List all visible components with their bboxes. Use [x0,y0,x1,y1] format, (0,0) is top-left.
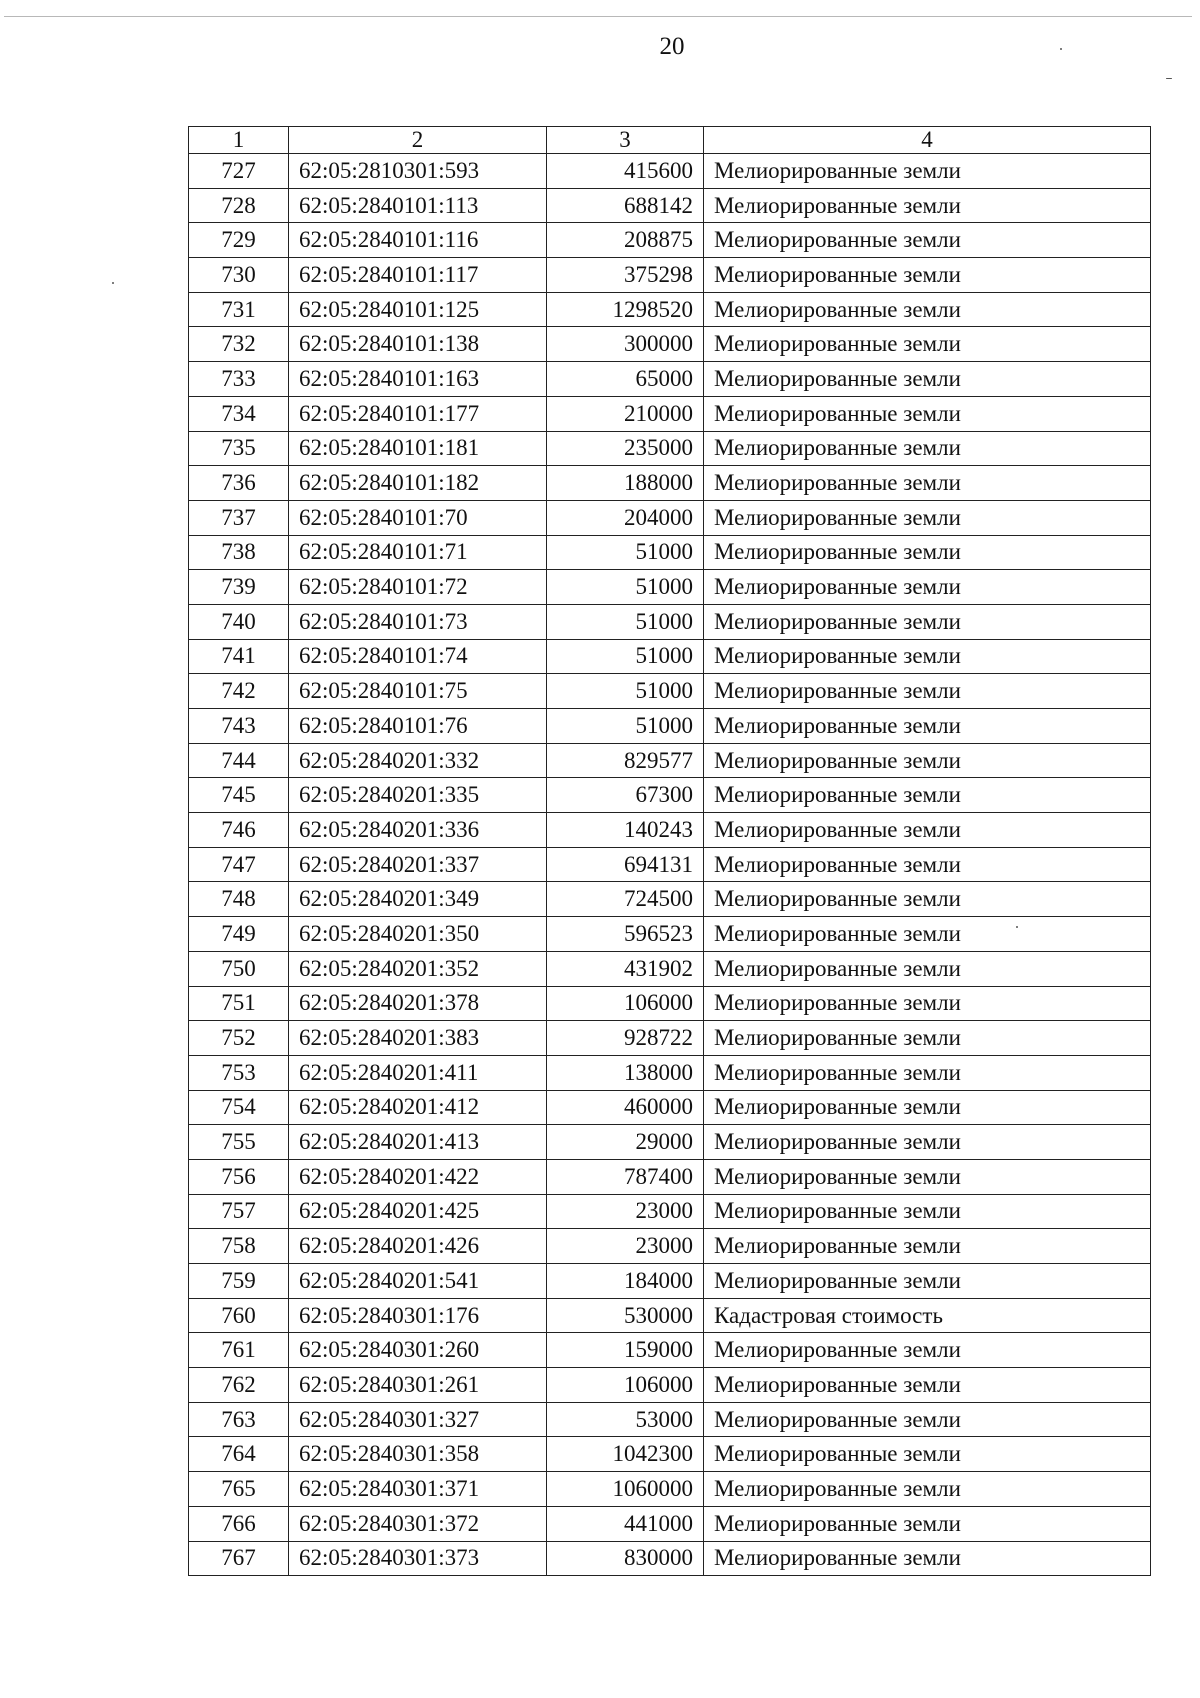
cadastral-number: 62:05:2840301:176 [289,1298,547,1333]
cadastral-number: 62:05:2840201:335 [289,778,547,813]
table-row [189,1159,1151,1194]
cadastral-value: 1298520 [547,292,704,327]
cadastral-number: 62:05:2840101:73 [289,604,547,639]
land-category: Мелиорированные земли [704,1402,1151,1437]
cadastral-number: 62:05:2840101:76 [289,709,547,744]
table-row [189,396,1151,431]
row-number: 728 [189,188,289,223]
cadastral-number: 62:05:2840101:117 [289,258,547,293]
land-category: Мелиорированные земли [704,639,1151,674]
table-row [189,1021,1151,1056]
column-header: 1 [189,127,289,154]
cadastral-value: 1060000 [547,1472,704,1507]
land-category: Мелиорированные земли [704,1333,1151,1368]
cadastral-number: 62:05:2840101:113 [289,188,547,223]
cadastral-value: 694131 [547,847,704,882]
land-category: Мелиорированные земли [704,917,1151,952]
table-row [189,847,1151,882]
cadastral-value: 460000 [547,1090,704,1125]
land-category: Мелиорированные земли [704,604,1151,639]
cadastral-value: 431902 [547,951,704,986]
cadastral-number: 62:05:2840201:411 [289,1055,547,1090]
cadastral-value: 208875 [547,223,704,258]
table-row [189,674,1151,709]
row-number: 758 [189,1229,289,1264]
table-row [189,639,1151,674]
table-row [189,292,1151,327]
cadastral-value: 724500 [547,882,704,917]
table-row [189,223,1151,258]
cadastral-number: 62:05:2840201:332 [289,743,547,778]
cadastral-value: 23000 [547,1229,704,1264]
table-row [189,1437,1151,1472]
land-category: Мелиорированные земли [704,1194,1151,1229]
cadastral-value: 235000 [547,431,704,466]
cadastral-number: 62:05:2840201:349 [289,882,547,917]
row-number: 763 [189,1402,289,1437]
cadastral-number: 62:05:2840101:116 [289,223,547,258]
row-number: 755 [189,1125,289,1160]
cadastral-number: 62:05:2840101:138 [289,327,547,362]
cadastral-number: 62:05:2840201:412 [289,1090,547,1125]
table-row [189,1229,1151,1264]
cadastral-number: 62:05:2840301:371 [289,1472,547,1507]
cadastral-value: 184000 [547,1264,704,1299]
cadastral-number: 62:05:2840201:336 [289,813,547,848]
row-number: 757 [189,1194,289,1229]
row-number: 748 [189,882,289,917]
row-number: 761 [189,1333,289,1368]
table-row [189,1125,1151,1160]
table-row [189,1402,1151,1437]
table-row [189,500,1151,535]
cadastral-value: 106000 [547,1368,704,1403]
row-number: 756 [189,1159,289,1194]
table-row [189,570,1151,605]
cadastral-number: 62:05:2840301:372 [289,1506,547,1541]
land-category: Мелиорированные земли [704,431,1151,466]
land-category: Мелиорированные земли [704,743,1151,778]
row-number: 762 [189,1368,289,1403]
row-number: 738 [189,535,289,570]
cadastral-value: 53000 [547,1402,704,1437]
page-number: 20 [659,33,685,60]
land-category: Мелиорированные земли [704,1159,1151,1194]
cadastral-number: 62:05:2840101:75 [289,674,547,709]
table-row [189,1541,1151,1576]
cadastral-number: 62:05:2840101:182 [289,466,547,501]
table-row [189,1264,1151,1299]
row-number: 747 [189,847,289,882]
land-category: Мелиорированные земли [704,1229,1151,1264]
cadastral-value: 441000 [547,1506,704,1541]
cadastral-number: 62:05:2840301:373 [289,1541,547,1576]
cadastral-value: 51000 [547,535,704,570]
row-number: 734 [189,396,289,431]
cadastral-value: 106000 [547,986,704,1021]
land-category: Мелиорированные земли [704,1541,1151,1576]
row-number: 753 [189,1055,289,1090]
cadastral-number: 62:05:2840201:426 [289,1229,547,1264]
table-row [189,362,1151,397]
table-row [189,154,1151,189]
row-number: 737 [189,500,289,535]
cadastral-value: 188000 [547,466,704,501]
land-category: Мелиорированные земли [704,500,1151,535]
row-number: 744 [189,743,289,778]
row-number: 741 [189,639,289,674]
table-row [189,986,1151,1021]
cadastral-value: 530000 [547,1298,704,1333]
cadastral-value: 375298 [547,258,704,293]
scan-speck [1060,48,1062,50]
land-category: Мелиорированные земли [704,951,1151,986]
land-category: Мелиорированные земли [704,362,1151,397]
land-category: Мелиорированные земли [704,223,1151,258]
table-row [189,1055,1151,1090]
cadastral-value: 688142 [547,188,704,223]
cadastral-value: 415600 [547,154,704,189]
land-category: Мелиорированные земли [704,813,1151,848]
land-category: Мелиорированные земли [704,535,1151,570]
cadastral-value: 51000 [547,639,704,674]
cadastral-number: 62:05:2840201:350 [289,917,547,952]
cadastral-number: 62:05:2810301:593 [289,154,547,189]
table-row [189,813,1151,848]
cadastral-number: 62:05:2840301:261 [289,1368,547,1403]
cadastral-value: 138000 [547,1055,704,1090]
table-row [189,709,1151,744]
scan-speck [112,282,114,284]
cadastral-value: 829577 [547,743,704,778]
table-row [189,466,1151,501]
land-category: Кадастровая стоимость [704,1298,1151,1333]
cadastral-value: 51000 [547,604,704,639]
cadastral-number: 62:05:2840101:125 [289,292,547,327]
column-header: 4 [704,127,1151,154]
cadastral-value: 204000 [547,500,704,535]
land-category: Мелиорированные земли [704,882,1151,917]
cadastral-value: 29000 [547,1125,704,1160]
cadastral-value: 596523 [547,917,704,952]
row-number: 743 [189,709,289,744]
cadastral-number: 62:05:2840201:352 [289,951,547,986]
row-number: 729 [189,223,289,258]
cadastral-number: 62:05:2840101:70 [289,500,547,535]
table-row [189,327,1151,362]
cadastral-number: 62:05:2840201:541 [289,1264,547,1299]
table-row [189,1090,1151,1125]
table-body [189,154,1151,1576]
land-category: Мелиорированные земли [704,1125,1151,1160]
cadastral-value: 159000 [547,1333,704,1368]
table-row [189,917,1151,952]
table-row [189,535,1151,570]
row-number: 727 [189,154,289,189]
land-category: Мелиорированные земли [704,1090,1151,1125]
table-row [189,1333,1151,1368]
cadastral-number: 62:05:2840101:71 [289,535,547,570]
land-category: Мелиорированные земли [704,258,1151,293]
land-category: Мелиорированные земли [704,778,1151,813]
cadastral-value: 51000 [547,709,704,744]
table-row [189,604,1151,639]
row-number: 733 [189,362,289,397]
table-row [189,431,1151,466]
cadastral-value: 787400 [547,1159,704,1194]
land-category: Мелиорированные земли [704,1506,1151,1541]
land-category: Мелиорированные земли [704,327,1151,362]
row-number: 751 [189,986,289,1021]
cadastral-value: 65000 [547,362,704,397]
cadastral-number: 62:05:2840201:383 [289,1021,547,1056]
table-row [189,882,1151,917]
cadastral-number: 62:05:2840101:181 [289,431,547,466]
cadastral-value: 928722 [547,1021,704,1056]
cadastral-number: 62:05:2840201:425 [289,1194,547,1229]
row-number: 754 [189,1090,289,1125]
cadastral-value: 1042300 [547,1437,704,1472]
land-category: Мелиорированные земли [704,570,1151,605]
cadastral-value: 140243 [547,813,704,848]
scan-top-edge-line [4,16,1192,17]
cadastral-value: 23000 [547,1194,704,1229]
row-number: 760 [189,1298,289,1333]
cadastral-value: 830000 [547,1541,704,1576]
column-header: 2 [289,127,547,154]
row-number: 749 [189,917,289,952]
land-category: Мелиорированные земли [704,466,1151,501]
row-number: 759 [189,1264,289,1299]
land-category: Мелиорированные земли [704,986,1151,1021]
land-category: Мелиорированные земли [704,396,1151,431]
cadastral-number: 62:05:2840301:358 [289,1437,547,1472]
cadastral-value: 67300 [547,778,704,813]
table-row [189,188,1151,223]
cadastral-number: 62:05:2840201:337 [289,847,547,882]
land-category: Мелиорированные земли [704,154,1151,189]
table-row [189,1472,1151,1507]
land-category: Мелиорированные земли [704,1437,1151,1472]
row-number: 746 [189,813,289,848]
table-row [189,743,1151,778]
land-category: Мелиорированные земли [704,847,1151,882]
table-row [189,258,1151,293]
land-category: Мелиорированные земли [704,674,1151,709]
table-row [189,1368,1151,1403]
column-header: 3 [547,127,704,154]
row-number: 731 [189,292,289,327]
cadastral-number: 62:05:2840101:163 [289,362,547,397]
cadastral-value: 51000 [547,570,704,605]
table-row [189,778,1151,813]
land-category: Мелиорированные земли [704,1472,1151,1507]
row-number: 742 [189,674,289,709]
land-category: Мелиорированные земли [704,1021,1151,1056]
row-number: 750 [189,951,289,986]
row-number: 732 [189,327,289,362]
cadastral-number: 62:05:2840201:422 [289,1159,547,1194]
land-category: Мелиорированные земли [704,292,1151,327]
land-category: Мелиорированные земли [704,1264,1151,1299]
row-number: 764 [189,1437,289,1472]
land-category: Мелиорированные земли [704,188,1151,223]
row-number: 767 [189,1541,289,1576]
cadastral-number: 62:05:2840301:327 [289,1402,547,1437]
cadastral-value: 51000 [547,674,704,709]
row-number: 730 [189,258,289,293]
row-number: 739 [189,570,289,605]
table-row [189,1194,1151,1229]
table-header-row [189,127,1151,154]
cadastral-number: 62:05:2840101:74 [289,639,547,674]
row-number: 752 [189,1021,289,1056]
cadastral-number: 62:05:2840201:378 [289,986,547,1021]
cadastral-value: 300000 [547,327,704,362]
cadastral-value: 210000 [547,396,704,431]
row-number: 740 [189,604,289,639]
table-row [189,1298,1151,1333]
table-row [189,1506,1151,1541]
row-number: 765 [189,1472,289,1507]
cadastral-number: 62:05:2840101:72 [289,570,547,605]
table-row [189,951,1151,986]
land-plot-table [188,126,1151,1576]
land-category: Мелиорированные земли [704,1368,1151,1403]
row-number: 745 [189,778,289,813]
row-number: 736 [189,466,289,501]
row-number: 735 [189,431,289,466]
row-number: 766 [189,1506,289,1541]
cadastral-number: 62:05:2840201:413 [289,1125,547,1160]
scan-speck [1166,78,1172,79]
cadastral-number: 62:05:2840301:260 [289,1333,547,1368]
land-category: Мелиорированные земли [704,1055,1151,1090]
land-category: Мелиорированные земли [704,709,1151,744]
cadastral-number: 62:05:2840101:177 [289,396,547,431]
